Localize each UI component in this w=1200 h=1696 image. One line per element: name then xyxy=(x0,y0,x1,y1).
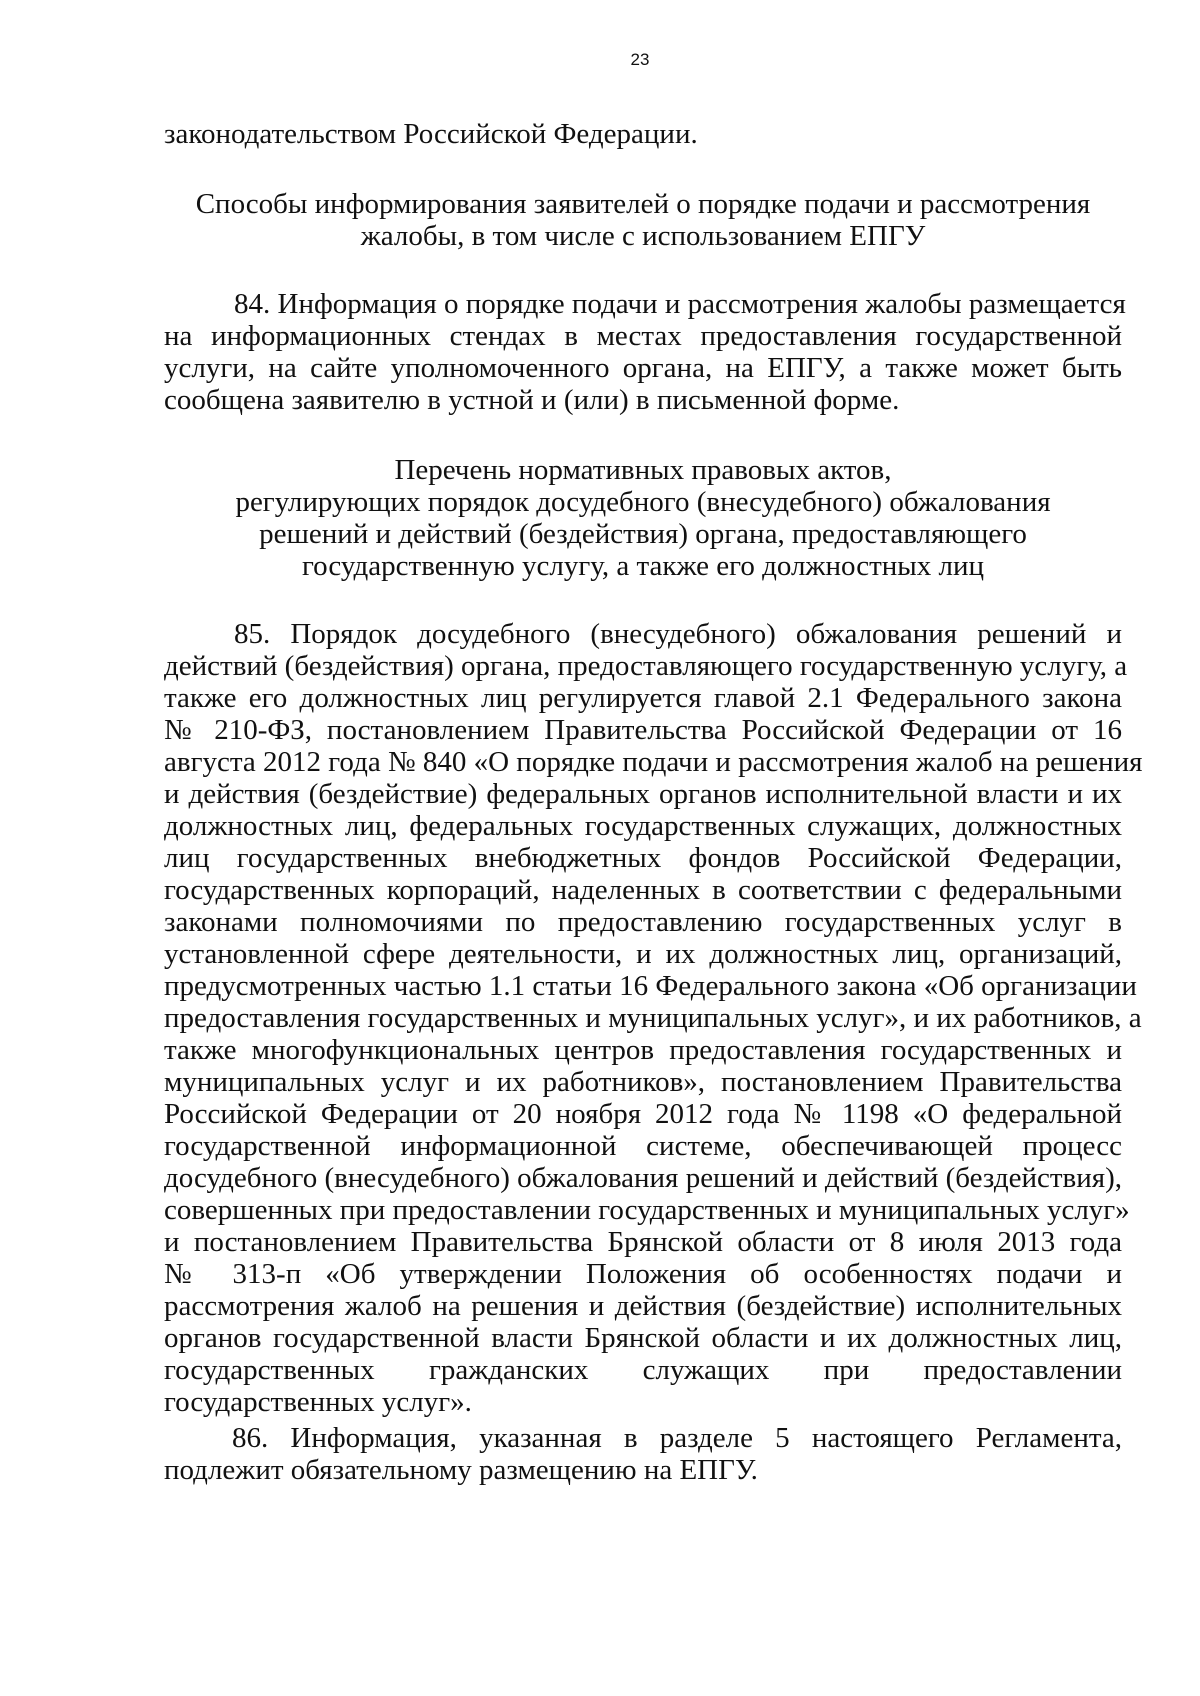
heading-line: Способы информирования заявителей о порядке подачи и рассмотрения xyxy=(195,188,1091,220)
paragraph-line: предусмотренных частью 1.1 статьи 16 Федерального закона «Об организации xyxy=(164,970,1137,1002)
paragraph-line: также его должностных лиц регулируется главой 2.1 Федерального закона xyxy=(164,682,1122,714)
paragraph-line: должностных лиц, федеральных государственных служащих, должностных xyxy=(164,810,1122,842)
paragraph-line: также многофункциональных центров предоставления государственных и xyxy=(164,1034,1122,1066)
paragraph-line: подлежит обязательному размещению на ЕПГУ. xyxy=(164,1454,758,1486)
continuation-text: законодательством Российской Федерации. xyxy=(164,118,698,150)
section-heading-legal-acts xyxy=(164,454,1122,582)
heading-line: жалобы, в том числе с использованием ЕПГУ xyxy=(360,220,926,252)
paragraph-line: государственной информационной системе, обеспечивающей процесс xyxy=(164,1130,1122,1162)
paragraph-line: 85. Порядок досудебного (внесудебного) обжалования решений и xyxy=(234,618,1122,650)
paragraph-line: государственных корпораций, наделенных в соответствии с федеральными xyxy=(164,874,1122,906)
paragraph-line: установленной сфере деятельности, и их должностных лиц, организаций, xyxy=(164,938,1122,970)
paragraph-line: услуги, на сайте уполномоченного органа, на ЕПГУ, а также может быть xyxy=(164,352,1122,384)
paragraph-line: и постановлением Правительства Брянской области от 8 июля 2013 года xyxy=(164,1226,1122,1258)
paragraph-line: 86. Информация, указанная в разделе 5 настоящего Регламента, xyxy=(232,1422,1122,1454)
paragraph-line: 84. Информация о порядке подачи и рассмотрения жалобы размещается xyxy=(234,288,1126,320)
paragraph-line: органов государственной власти Брянской области и их должностных лиц, xyxy=(164,1322,1122,1354)
page-number: 23 xyxy=(630,50,650,69)
paragraph-line: муниципальных услуг и их работников», постановлением Правительства xyxy=(164,1066,1122,1098)
paragraph-line: августа 2012 года № 840 «О порядке подачи и рассмотрения жалоб на решения xyxy=(164,746,1143,778)
paragraph-line: № 210-ФЗ, постановлением Правительства Российской Федерации от 16 xyxy=(164,714,1122,746)
paragraph-line: на информационных стендах в местах предоставления государственной xyxy=(164,320,1122,352)
paragraph-line: совершенных при предоставлении государственных и муниципальных услуг» xyxy=(164,1194,1130,1226)
paragraph-85 xyxy=(164,618,1143,1418)
paragraph-line: законами полномочиями по предоставлению государственных услуг в xyxy=(164,906,1122,938)
paragraph-line: Российской Федерации от 20 ноября 2012 года № 1198 «О федеральной xyxy=(164,1098,1122,1130)
heading-line: Перечень нормативных правовых актов, xyxy=(394,454,892,486)
heading-line: регулирующих порядок досудебного (внесудебного) обжалования xyxy=(235,486,1051,518)
paragraph-line: № 313-п «Об утверждении Положения об особенностях подачи и xyxy=(164,1258,1122,1290)
paragraph-line: государственных услуг». xyxy=(164,1386,472,1418)
paragraph-line: досудебного (внесудебного) обжалования решений и действий (бездействия), xyxy=(164,1162,1122,1194)
paragraph-line: сообщена заявителю в устной и (или) в письменной форме. xyxy=(164,384,900,416)
section-heading-informing xyxy=(164,188,1122,252)
paragraph-line: предоставления государственных и муниципальных услуг», и их работников, а xyxy=(164,1002,1142,1034)
heading-line: решений и действий (бездействия) органа, предоставляющего xyxy=(259,518,1027,550)
page-content xyxy=(164,118,1143,1486)
paragraph-84 xyxy=(164,288,1126,416)
paragraph-86 xyxy=(164,1422,1122,1486)
heading-line: государственную услугу, а также его должностных лиц xyxy=(301,550,985,582)
paragraph-line: лиц государственных внебюджетных фондов Российской Федерации, xyxy=(164,842,1122,874)
paragraph-line: действий (бездействия) органа, предоставляющего государственную услугу, а xyxy=(164,650,1128,682)
paragraph-line: государственных гражданских служащих при предоставлении xyxy=(164,1354,1122,1386)
paragraph-line: рассмотрения жалоб на решения и действия (бездействие) исполнительных xyxy=(164,1290,1122,1322)
paragraph-line: и действия (бездействие) федеральных органов исполнительной власти и их xyxy=(164,778,1122,810)
